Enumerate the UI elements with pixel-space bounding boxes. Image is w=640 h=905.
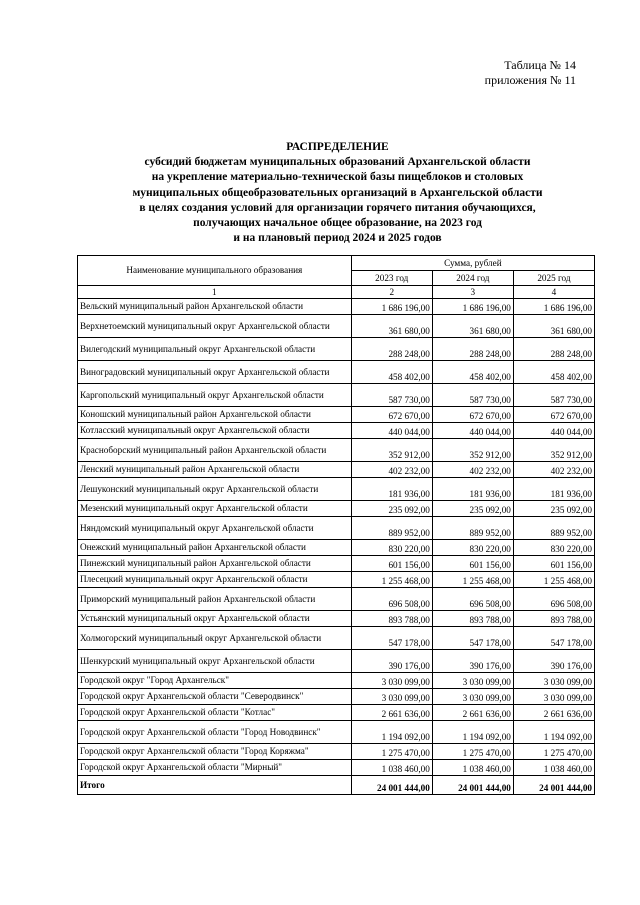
municipality-name: Приморский муниципальный район Архангельской области	[78, 588, 352, 611]
table-header	[78, 256, 595, 299]
municipality-name: Красноборский муниципальный район Архангельской области	[78, 439, 352, 462]
total-label: Итого	[78, 776, 352, 795]
total-row	[78, 776, 595, 795]
table-row	[78, 517, 595, 540]
amount-2025: 352 912,00	[513, 439, 594, 462]
amount-2024: 235 092,00	[432, 501, 513, 517]
amount-2023: 361 680,00	[351, 315, 432, 338]
title-line: муниципальных общеобразовательных организаций в Архангельской области	[132, 186, 543, 199]
amount-2024: 1 255 468,00	[432, 572, 513, 588]
amount-2023: 458 402,00	[351, 361, 432, 384]
year-2024-header: 2024 год	[432, 271, 513, 286]
amount-2023: 830 220,00	[351, 540, 432, 556]
amount-2024: 361 680,00	[432, 315, 513, 338]
amount-2023: 3 030 099,00	[351, 689, 432, 705]
municipality-column-header: Наименование муниципального образования	[78, 256, 352, 286]
amount-2025: 893 788,00	[513, 611, 594, 627]
table-row	[78, 744, 595, 760]
column-index: 4	[513, 286, 594, 299]
amount-2023: 547 178,00	[351, 627, 432, 650]
amount-2024: 1 194 092,00	[432, 721, 513, 744]
table-row	[78, 572, 595, 588]
amount-2024: 696 508,00	[432, 588, 513, 611]
municipality-name: Городской округ Архангельской области "Мирный"	[78, 760, 352, 776]
table-row	[78, 423, 595, 439]
table-row	[78, 501, 595, 517]
table-row	[78, 611, 595, 627]
amount-2025: 672 670,00	[513, 407, 594, 423]
municipality-name: Пинежский муниципальный район Архангельской области	[78, 556, 352, 572]
amount-2025: 830 220,00	[513, 540, 594, 556]
amount-2025: 889 952,00	[513, 517, 594, 540]
amount-2024: 3 030 099,00	[432, 673, 513, 689]
amount-2023: 893 788,00	[351, 611, 432, 627]
municipality-name: Шенкурский муниципальный округ Архангельской области	[78, 650, 352, 673]
table-row	[78, 705, 595, 721]
amount-2025: 361 680,00	[513, 315, 594, 338]
amount-2024: 181 936,00	[432, 478, 513, 501]
amount-2025: 587 730,00	[513, 384, 594, 407]
amount-2023: 1 255 468,00	[351, 572, 432, 588]
amount-2024: 830 220,00	[432, 540, 513, 556]
column-index-row	[78, 286, 595, 299]
table-row	[78, 673, 595, 689]
table-row	[78, 315, 595, 338]
amount-2025: 1 038 460,00	[513, 760, 594, 776]
amount-2023: 587 730,00	[351, 384, 432, 407]
table-row	[78, 760, 595, 776]
amount-2023: 3 030 099,00	[351, 673, 432, 689]
total-2025: 24 001 444,00	[513, 776, 594, 795]
amount-2024: 458 402,00	[432, 361, 513, 384]
amount-2024: 390 176,00	[432, 650, 513, 673]
table-number: Таблица № 14	[504, 58, 576, 72]
table-row	[78, 439, 595, 462]
amount-2024: 440 044,00	[432, 423, 513, 439]
amount-2025: 601 156,00	[513, 556, 594, 572]
amount-2024: 1 275 470,00	[432, 744, 513, 760]
amount-2025: 390 176,00	[513, 650, 594, 673]
table-row	[78, 361, 595, 384]
amount-2025: 458 402,00	[513, 361, 594, 384]
amount-2025: 440 044,00	[513, 423, 594, 439]
amount-2023: 181 936,00	[351, 478, 432, 501]
amount-2025: 3 030 099,00	[513, 689, 594, 705]
amount-2025: 547 178,00	[513, 627, 594, 650]
amount-2025: 235 092,00	[513, 501, 594, 517]
total-2023: 24 001 444,00	[351, 776, 432, 795]
municipality-name: Городской округ Архангельской области "Северодвинск"	[78, 689, 352, 705]
municipality-name: Вилегодский муниципальный округ Архангельской области	[78, 338, 352, 361]
amount-2023: 352 912,00	[351, 439, 432, 462]
municipality-name: Няндомский муниципальный округ Архангельской области	[78, 517, 352, 540]
amount-2023: 1 038 460,00	[351, 760, 432, 776]
amount-2025: 1 255 468,00	[513, 572, 594, 588]
municipality-name: Плесецкий муниципальный округ Архангельской области	[78, 572, 352, 588]
amount-2024: 672 670,00	[432, 407, 513, 423]
table-row	[78, 384, 595, 407]
table-row	[78, 407, 595, 423]
municipality-name: Городской округ Архангельской области "Город Новодвинск"	[78, 721, 352, 744]
municipality-name: Лешуконский муниципальный округ Архангельской области	[78, 478, 352, 501]
table-row	[78, 689, 595, 705]
column-index: 3	[432, 286, 513, 299]
document-reference	[485, 58, 576, 88]
municipality-name: Каргопольский муниципальный округ Архангельской области	[78, 384, 352, 407]
title-line: получающих начальное общее образование, на 2023 год	[193, 217, 482, 230]
table-row	[78, 338, 595, 361]
amount-2024: 402 232,00	[432, 462, 513, 478]
amount-2023: 696 508,00	[351, 588, 432, 611]
municipality-name: Вельский муниципальный район Архангельской области	[78, 299, 352, 315]
table-row	[78, 299, 595, 315]
amount-2025: 288 248,00	[513, 338, 594, 361]
amount-2023: 288 248,00	[351, 338, 432, 361]
total-2024: 24 001 444,00	[432, 776, 513, 795]
amount-2023: 402 232,00	[351, 462, 432, 478]
column-index: 2	[351, 286, 432, 299]
amount-2024: 601 156,00	[432, 556, 513, 572]
table-row	[78, 588, 595, 611]
amount-2024: 889 952,00	[432, 517, 513, 540]
year-2023-header: 2023 год	[351, 271, 432, 286]
table-row	[78, 478, 595, 501]
amount-2024: 3 030 099,00	[432, 689, 513, 705]
table-row	[78, 650, 595, 673]
municipality-name: Городской округ Архангельской области "Котлас"	[78, 705, 352, 721]
municipality-name: Верхнетоемский муниципальный округ Архангельской области	[78, 315, 352, 338]
sum-column-header: Сумма, рублей	[351, 256, 594, 271]
municipality-name: Коношский муниципальный район Архангельской области	[78, 407, 352, 423]
amount-2023: 601 156,00	[351, 556, 432, 572]
amount-2025: 1 686 196,00	[513, 299, 594, 315]
amount-2024: 893 788,00	[432, 611, 513, 627]
table-row	[78, 556, 595, 572]
table-row	[78, 627, 595, 650]
table-row	[78, 721, 595, 744]
amount-2025: 1 194 092,00	[513, 721, 594, 744]
municipality-name: Ленский муниципальный район Архангельской области	[78, 462, 352, 478]
document-title	[70, 140, 605, 246]
municipality-name: Мезенский муниципальный округ Архангельской области	[78, 501, 352, 517]
amount-2025: 402 232,00	[513, 462, 594, 478]
municipality-name: Виноградовский муниципальный округ Архангельской области	[78, 361, 352, 384]
title-line: и на плановый период 2024 и 2025 годов	[233, 232, 442, 245]
year-2025-header: 2025 год	[513, 271, 594, 286]
table-row	[78, 462, 595, 478]
amount-2025: 1 275 470,00	[513, 744, 594, 760]
amount-2023: 390 176,00	[351, 650, 432, 673]
amount-2024: 1 686 196,00	[432, 299, 513, 315]
amount-2025: 181 936,00	[513, 478, 594, 501]
municipality-name: Онежский муниципальный район Архангельской области	[78, 540, 352, 556]
table-body	[78, 299, 595, 776]
column-index: 1	[78, 286, 352, 299]
title-heading: РАСПРЕДЕЛЕНИЕ	[286, 141, 389, 153]
amount-2024: 288 248,00	[432, 338, 513, 361]
amount-2024: 547 178,00	[432, 627, 513, 650]
table-row	[78, 540, 595, 556]
municipality-name: Устьянский муниципальный округ Архангельской области	[78, 611, 352, 627]
amount-2024: 1 038 460,00	[432, 760, 513, 776]
title-line: субсидий бюджетам муниципальных образований Архангельской области	[144, 156, 531, 169]
amount-2023: 889 952,00	[351, 517, 432, 540]
amount-2023: 672 670,00	[351, 407, 432, 423]
municipality-name: Котласский муниципальный округ Архангельской области	[78, 423, 352, 439]
municipality-name: Городской округ "Город Архангельск"	[78, 673, 352, 689]
amount-2023: 1 686 196,00	[351, 299, 432, 315]
municipality-name: Холмогорский муниципальный округ Архангельской области	[78, 627, 352, 650]
amount-2023: 440 044,00	[351, 423, 432, 439]
amount-2024: 2 661 636,00	[432, 705, 513, 721]
distribution-table	[77, 255, 595, 795]
amount-2023: 1 194 092,00	[351, 721, 432, 744]
title-line: в целях создания условий для организации горячего питания обучающихся,	[139, 201, 536, 214]
amount-2025: 696 508,00	[513, 588, 594, 611]
amount-2024: 587 730,00	[432, 384, 513, 407]
appendix-number: приложения № 11	[484, 73, 576, 87]
amount-2023: 1 275 470,00	[351, 744, 432, 760]
amount-2025: 3 030 099,00	[513, 673, 594, 689]
amount-2023: 235 092,00	[351, 501, 432, 517]
title-line: на укрепление материально-технической базы пищеблоков и столовых	[151, 171, 524, 184]
amount-2025: 2 661 636,00	[513, 705, 594, 721]
amount-2024: 352 912,00	[432, 439, 513, 462]
municipality-name: Городской округ Архангельской области "Город Коряжма"	[78, 744, 352, 760]
amount-2023: 2 661 636,00	[351, 705, 432, 721]
